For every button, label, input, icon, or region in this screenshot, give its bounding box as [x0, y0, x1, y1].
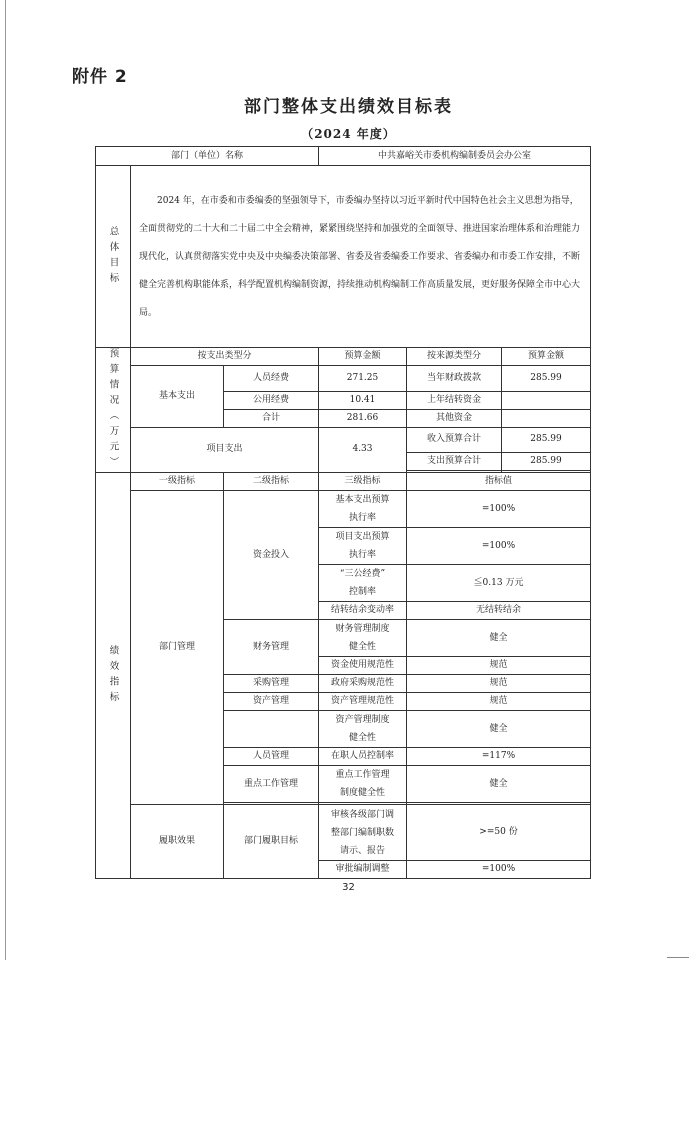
- performance-goal-table: [95, 146, 591, 879]
- budget-source: 收入预算合计: [407, 427, 502, 453]
- document-year: （2024 年度）: [301, 127, 396, 141]
- budget-source-amount: 285.99: [502, 366, 591, 392]
- header-level2: 二级指标: [224, 473, 319, 491]
- indicator-value: 规范: [407, 657, 591, 675]
- page-number: 32: [342, 882, 355, 893]
- level3-indicator: 审批编制调整: [319, 861, 407, 879]
- department-label: 部门（单位）名称: [96, 147, 319, 166]
- level3-indicator: 资金使用规范性: [319, 657, 407, 675]
- level2-key-work-mgmt: 重点工作管理: [224, 766, 319, 803]
- budget-item: 公用经费: [224, 391, 319, 409]
- indicator-value: 健全: [407, 620, 591, 657]
- header-level1: 一级指标: [131, 473, 224, 491]
- level2-asset-mgmt: 资产管理: [224, 693, 319, 711]
- level3-indicator: 在职人员控制率: [319, 748, 407, 766]
- budget-source-amount: [502, 391, 591, 409]
- overall-goal-label: 总体目标: [107, 225, 119, 288]
- level2-personnel-mgmt: 人员管理: [224, 748, 319, 766]
- budget-source: 支出预算合计: [407, 453, 502, 471]
- overall-goal-label-cell: [96, 166, 131, 348]
- performance-label-cell: [96, 473, 131, 879]
- indicator-value: 规范: [407, 693, 591, 711]
- department-name: 中共嘉峪关市委机构编制委员会办公室: [319, 147, 591, 166]
- level3-indicator: 基本支出预算 执行率: [319, 491, 407, 528]
- budget-source: 上年结转资金: [407, 391, 502, 409]
- document-title: 部门整体支出绩效目标表: [244, 97, 453, 117]
- scan-right-mark: [667, 957, 689, 958]
- indicator-value: =100%: [407, 491, 591, 528]
- budget-header-by-source: 按来源类型分: [407, 348, 502, 366]
- level3-indicator: 政府采购规范性: [319, 675, 407, 693]
- level3-indicator: 结转结余变动率: [319, 602, 407, 620]
- performance-label: 绩效指标: [107, 644, 119, 707]
- budget-source-amount: [502, 409, 591, 427]
- overall-goal-text: 2024 年，在市委和市委编委的坚强领导下，市委编办坚持以习近平新时代中国特色社会主义思想为指导，全面贯彻党的二十大和二十届二中全会精神，紧紧围绕坚持和加强党的全面领导、推进国家治理体系和治理能力现代化，认真贯彻落实党中央及中央编委决策部署、省委及省委编委工作要求、省委编办和市委工作安排，不断健全完善机构职能体系，科学配置机构编制资源，持续推动机构编制工作高质量发展，更好服务保障全市中心大局。: [131, 166, 591, 348]
- level2-finance-mgmt: 财务管理: [224, 620, 319, 675]
- budget-item: 人员经费: [224, 366, 319, 392]
- level3-indicator: 项目支出预算 执行率: [319, 528, 407, 565]
- level2-duty-goal: 部门履职目标: [224, 805, 319, 879]
- basic-expense-label: 基本支出: [131, 366, 224, 428]
- level3-indicator: 财务管理制度 健全性: [319, 620, 407, 657]
- budget-amount: 281.66: [319, 409, 407, 427]
- indicator-value: 无结转结余: [407, 602, 591, 620]
- level1-dept-mgmt: 部门管理: [131, 491, 224, 805]
- indicator-value: ≦0.13 万元: [407, 565, 591, 602]
- project-expense-amount: 4.33: [319, 427, 407, 473]
- budget-source-amount: 285.99: [502, 453, 591, 471]
- scan-left-edge: [5, 0, 6, 960]
- budget-label-cell: [96, 348, 131, 473]
- budget-source-amount: 285.99: [502, 427, 591, 453]
- level1-duty-effect: 履职效果: [131, 805, 224, 879]
- level3-indicator: 重点工作管理 制度健全性: [319, 766, 407, 803]
- budget-header-source-amount: 预算金额: [502, 348, 591, 366]
- blank-cell: [224, 711, 319, 748]
- budget-item: 合计: [224, 409, 319, 427]
- budget-header-by-type: 按支出类型分: [131, 348, 319, 366]
- indicator-value: =100%: [407, 861, 591, 879]
- header-value: 指标值: [407, 473, 591, 491]
- budget-label: 预算情况（万元）: [107, 348, 119, 472]
- budget-source: 当年财政拨款: [407, 366, 502, 392]
- indicator-value: 健全: [407, 766, 591, 803]
- indicator-value: >=50 份: [407, 805, 591, 861]
- budget-amount: 10.41: [319, 391, 407, 409]
- level2-procure-mgmt: 采购管理: [224, 675, 319, 693]
- indicator-value: 健全: [407, 711, 591, 748]
- budget-amount: 271.25: [319, 366, 407, 392]
- level3-indicator: 资产管理制度 健全性: [319, 711, 407, 748]
- level3-indicator: 资产管理规范性: [319, 693, 407, 711]
- indicator-value: 规范: [407, 675, 591, 693]
- level2-fund-input: 资金投入: [224, 491, 319, 620]
- level3-indicator: “三公经费” 控制率: [319, 565, 407, 602]
- header-level3: 三级指标: [319, 473, 407, 491]
- budget-source: 其他资金: [407, 409, 502, 427]
- indicator-value: =100%: [407, 528, 591, 565]
- attachment-label: 附件 2: [72, 67, 128, 87]
- budget-header-amount: 预算金额: [319, 348, 407, 366]
- indicator-value: =117%: [407, 748, 591, 766]
- project-expense-label: 项目支出: [131, 427, 319, 473]
- level3-indicator: 审核各级部门调 整部门编制职数 请示、报告: [319, 805, 407, 861]
